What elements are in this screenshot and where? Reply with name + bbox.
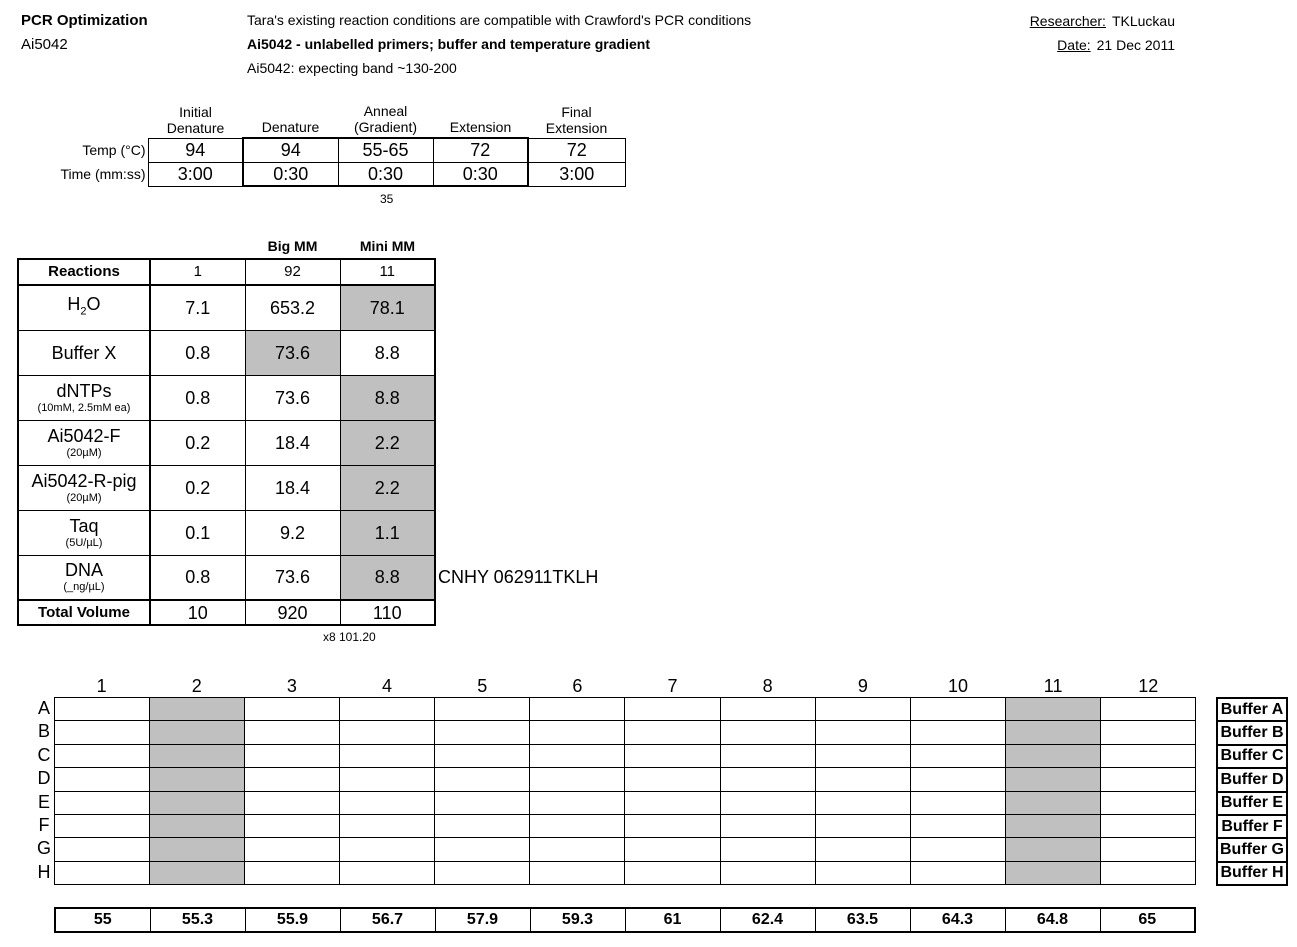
plate-well	[530, 791, 625, 814]
plate-well	[1100, 838, 1195, 861]
plate-row	[55, 768, 1196, 791]
plate-well	[150, 814, 245, 837]
buffer-label: Buffer G	[1217, 838, 1287, 861]
reagent-name: DNA (_ng/µL)	[18, 555, 150, 600]
reactions-cell: 11	[340, 259, 435, 285]
note-compatibility: Tara's existing reaction conditions are compatible with Crawford's PCR conditions	[247, 12, 752, 28]
plate-row-label: C	[37, 744, 51, 765]
volume-cell: 9.2	[245, 510, 340, 555]
plate-column-label: 1	[96, 676, 107, 696]
plate-well	[245, 791, 340, 814]
reagent-name: Taq (5U/µL)	[18, 510, 150, 555]
plate-well	[530, 838, 625, 861]
plate-well	[815, 838, 910, 861]
plate-well	[55, 838, 150, 861]
time-cell: 3:00	[148, 162, 243, 186]
plate-well	[245, 838, 340, 861]
plate-well	[55, 768, 150, 791]
plate-well	[625, 768, 720, 791]
plate-well	[340, 744, 435, 767]
plate-well	[1100, 698, 1195, 721]
plate-well	[625, 698, 720, 721]
reagent-concentration: (5U/µL)	[65, 536, 103, 549]
plate-well	[150, 721, 245, 744]
reagent-name: $H_2O$	[18, 285, 150, 330]
volume-cell: 0.8	[150, 375, 245, 420]
plate-well	[910, 768, 1005, 791]
volume-cell: 8.8	[340, 330, 435, 375]
dna-sample-note: CNHY 062911TKLH	[438, 567, 599, 587]
plate-well	[55, 721, 150, 744]
plate-well	[1100, 814, 1195, 837]
volume-cell: 7.1	[150, 285, 245, 330]
gradient-temp-cell: 59.3	[530, 908, 625, 932]
plate-well	[815, 721, 910, 744]
plate-well	[150, 698, 245, 721]
researcher-row	[1030, 13, 1175, 29]
plate-row-label: G	[36, 838, 51, 859]
plate-well	[625, 721, 720, 744]
plate-column-label: 11	[1043, 676, 1063, 696]
plate-well	[815, 744, 910, 767]
plate-column-label: 7	[667, 676, 678, 696]
plate-well	[1005, 768, 1100, 791]
plate-well	[1100, 744, 1195, 767]
plate-well	[910, 721, 1005, 744]
buffer-row	[1217, 792, 1287, 815]
buffer-row	[1217, 721, 1287, 744]
volume-cell: 0.8	[150, 555, 245, 600]
volume-cell: 73.6	[245, 330, 340, 375]
plate-row-label: E	[37, 791, 50, 812]
temp-cell: 55-65	[338, 138, 433, 162]
buffer-label: Buffer H	[1217, 862, 1287, 885]
total-label: Total Volume	[18, 600, 150, 625]
date-label: Date:	[1057, 37, 1091, 53]
plate-well	[55, 791, 150, 814]
gradient-temp-cell: 64.3	[910, 908, 1005, 932]
reagent-concentration: (20µM)	[66, 491, 102, 504]
plate-well	[530, 861, 625, 884]
time-cell: 3:00	[528, 162, 625, 186]
gradient-temperatures	[54, 907, 1196, 933]
volume-cell: 0.1	[150, 510, 245, 555]
plate-well	[720, 768, 815, 791]
temp-label: Temp (°C)	[52, 138, 148, 162]
temperature-row	[55, 908, 1195, 932]
gradient-temp-cell: 61	[625, 908, 720, 932]
time-label: Time (mm:ss)	[52, 162, 148, 186]
plate-column-label: 5	[477, 676, 488, 696]
plate-well	[435, 838, 530, 861]
plate-well	[340, 768, 435, 791]
reagent-row-forward-primer	[18, 420, 435, 465]
reagent-row-h2o	[18, 285, 435, 330]
plate-well	[55, 814, 150, 837]
plate-well	[1100, 861, 1195, 884]
plate-well	[625, 744, 720, 767]
plate-well	[910, 814, 1005, 837]
plate-well	[910, 861, 1005, 884]
gradient-temp-cell: 55	[55, 908, 150, 932]
buffer-row	[1217, 698, 1287, 721]
plate-row-label: B	[37, 721, 50, 742]
plate-row-label: A	[37, 698, 50, 718]
volume-cell: 8.8	[340, 375, 435, 420]
date-row	[1057, 37, 1175, 53]
plate-well	[815, 861, 910, 884]
plate-well	[1100, 721, 1195, 744]
reagent-concentration: (20µM)	[66, 446, 102, 459]
plate-column-labels	[54, 676, 1196, 697]
reagent-row-buffer	[18, 330, 435, 375]
plate-well	[435, 791, 530, 814]
plate-well	[720, 838, 815, 861]
volume-cell: 0.2	[150, 465, 245, 510]
plate-well	[720, 698, 815, 721]
buffer-label: Buffer A	[1217, 698, 1287, 721]
plate-well	[245, 861, 340, 884]
volume-cell: 8.8	[340, 555, 435, 600]
step-header: Denature	[261, 119, 320, 135]
step-header: Final Extension	[545, 103, 608, 136]
temp-cell: 94	[243, 138, 338, 162]
plate-row	[55, 698, 1196, 721]
reagent-concentration: (_ng/µL)	[63, 581, 105, 594]
volume-cell: 73.6	[245, 375, 340, 420]
time-cell: 0:30	[433, 162, 528, 186]
plate-well	[625, 838, 720, 861]
plate-well	[530, 814, 625, 837]
page-title: PCR Optimization	[21, 12, 148, 29]
plate-column-label: 12	[1138, 676, 1159, 696]
reactions-label: Reactions	[18, 259, 150, 285]
plate-well	[815, 791, 910, 814]
reagent-name: Buffer X	[18, 330, 150, 375]
total-cell: 110	[340, 600, 435, 625]
gradient-temp-cell: 56.7	[340, 908, 435, 932]
plate-well	[1005, 814, 1100, 837]
plate-column-label: 2	[191, 676, 202, 696]
plate-well	[1005, 791, 1100, 814]
gradient-temp-cell: 55.3	[150, 908, 245, 932]
plate-well	[625, 791, 720, 814]
plate-well	[720, 814, 815, 837]
plate-well	[435, 721, 530, 744]
plate-well	[340, 698, 435, 721]
time-cell: 0:30	[243, 162, 338, 186]
researcher-value: TKLuckau	[1111, 13, 1175, 29]
plate-well	[910, 838, 1005, 861]
reagent-row-taq	[18, 510, 435, 555]
volume-cell: 653.2	[245, 285, 340, 330]
plate-column-label: 4	[382, 676, 393, 696]
step-header: Initial Denature	[166, 103, 225, 136]
date-value: 21 Dec 2011	[1096, 37, 1175, 53]
plate-well	[150, 768, 245, 791]
plate-well	[150, 791, 245, 814]
plate-well	[910, 791, 1005, 814]
volume-cell: 18.4	[245, 420, 340, 465]
buffer-row	[1217, 745, 1287, 768]
buffer-labels	[1216, 697, 1288, 886]
plate-well	[55, 861, 150, 884]
reagent-name: dNTPs (10mM, 2.5mM ea)	[18, 375, 150, 420]
plate-well	[340, 814, 435, 837]
plate-row	[55, 814, 1196, 837]
plate-well	[530, 698, 625, 721]
plate-well	[435, 814, 530, 837]
reactions-cell: 1	[150, 259, 245, 285]
total-row	[18, 600, 435, 625]
plate-well	[245, 768, 340, 791]
plate-well	[625, 814, 720, 837]
buffer-label: Buffer E	[1217, 792, 1287, 815]
plate-row	[55, 838, 1196, 861]
temp-row	[52, 138, 625, 162]
buffer-label: Buffer F	[1217, 815, 1287, 838]
plate-well	[55, 744, 150, 767]
cycling-header-row	[52, 102, 625, 138]
plate-column-label: 10	[947, 676, 968, 696]
buffer-row	[1217, 862, 1287, 885]
calc-note: x8 101.20	[323, 630, 376, 644]
plate-well	[910, 744, 1005, 767]
cycle-count: 35	[380, 192, 394, 206]
plate-well	[340, 861, 435, 884]
plate-row	[55, 744, 1196, 767]
reagent-concentration: (10mM, 2.5mM ea)	[37, 401, 131, 414]
plate-well	[340, 721, 435, 744]
plate-well	[435, 744, 530, 767]
reagent-row-dntps	[18, 375, 435, 420]
plate-well	[1005, 838, 1100, 861]
plate-well	[1100, 768, 1195, 791]
plate-grid	[54, 697, 1196, 885]
plate-well	[815, 768, 910, 791]
buffer-row	[1217, 768, 1287, 791]
time-row	[52, 162, 625, 186]
plate-well	[720, 791, 815, 814]
plate-well	[340, 838, 435, 861]
step-header: Anneal (Gradient)	[353, 103, 418, 135]
note-expected-band: Ai5042: expecting band ~130-200	[247, 60, 457, 76]
reactions-row	[18, 259, 435, 285]
plate-well	[625, 861, 720, 884]
temp-cell: 72	[528, 138, 625, 162]
plate-well	[150, 838, 245, 861]
plate-column-label: 9	[857, 676, 868, 696]
time-cell: 0:30	[338, 162, 433, 186]
total-cell: 10	[150, 600, 245, 625]
temp-cell: 72	[433, 138, 528, 162]
plate-well	[720, 744, 815, 767]
temp-cell: 94	[148, 138, 243, 162]
plate-well	[340, 791, 435, 814]
plate-well	[910, 698, 1005, 721]
total-cell: 920	[245, 600, 340, 625]
plate-well	[1005, 861, 1100, 884]
reactions-cell: 92	[245, 259, 340, 285]
plate-row	[55, 791, 1196, 814]
plate-well	[150, 861, 245, 884]
volume-cell: 73.6	[245, 555, 340, 600]
plate-well	[245, 814, 340, 837]
plate-well	[245, 744, 340, 767]
plate-well	[1005, 698, 1100, 721]
reagent-row-dna	[18, 555, 435, 600]
volume-cell: 2.2	[340, 465, 435, 510]
gradient-temp-cell: 63.5	[815, 908, 910, 932]
gradient-temp-cell: 65	[1100, 908, 1195, 932]
plate-row-label: H	[37, 861, 51, 882]
plate-well	[435, 698, 530, 721]
plate-well	[720, 721, 815, 744]
plate-well	[815, 814, 910, 837]
plate-well	[815, 698, 910, 721]
plate-column-label: 8	[762, 676, 773, 696]
note-primers: Ai5042 - unlabelled primers; buffer and temperature gradient	[247, 36, 650, 52]
sample-id: Ai5042	[21, 36, 68, 53]
plate-row-label: F	[38, 814, 50, 835]
plate-well	[720, 861, 815, 884]
volume-cell: 2.2	[340, 420, 435, 465]
plate-column-label: 3	[286, 676, 297, 696]
volume-cell: 0.8	[150, 330, 245, 375]
buffer-label: Buffer D	[1217, 768, 1287, 791]
plate-well	[1100, 791, 1195, 814]
reagent-name: Ai5042-R-pig (20µM)	[18, 465, 150, 510]
volume-cell: 0.2	[150, 420, 245, 465]
buffer-label: Buffer C	[1217, 745, 1287, 768]
plate-well	[530, 768, 625, 791]
volume-cell: 1.1	[340, 510, 435, 555]
volume-cell: 78.1	[340, 285, 435, 330]
volume-cell: 18.4	[245, 465, 340, 510]
researcher-label: Researcher:	[1029, 13, 1106, 29]
plate-well	[435, 768, 530, 791]
gradient-temp-cell: 64.8	[1005, 908, 1100, 932]
plate-row	[55, 721, 1196, 744]
plate-well	[435, 861, 530, 884]
big-mm-header: Big MM	[267, 238, 318, 254]
plate-well	[55, 698, 150, 721]
reagent-name: Ai5042-F (20µM)	[18, 420, 150, 465]
plate-row-label: D	[37, 768, 51, 789]
plate-row-labels	[34, 697, 54, 884]
buffer-label: Buffer B	[1217, 721, 1287, 744]
mini-mm-header: Mini MM	[359, 238, 416, 254]
plate-well	[530, 744, 625, 767]
buffer-row	[1217, 838, 1287, 861]
gradient-temp-cell: 57.9	[435, 908, 530, 932]
step-header: Extension	[449, 119, 512, 135]
reagent-row-reverse-primer	[18, 465, 435, 510]
plate-well	[530, 721, 625, 744]
plate-well	[1005, 744, 1100, 767]
mastermix-table	[17, 258, 436, 626]
plate-well	[245, 698, 340, 721]
buffer-row	[1217, 815, 1287, 838]
plate-well	[245, 721, 340, 744]
cycling-table	[52, 102, 626, 187]
plate-well	[150, 744, 245, 767]
plate-well	[1005, 721, 1100, 744]
gradient-temp-cell: 55.9	[245, 908, 340, 932]
gradient-temp-cell: 62.4	[720, 908, 815, 932]
plate-column-label: 6	[572, 676, 583, 696]
plate-row	[55, 861, 1196, 884]
